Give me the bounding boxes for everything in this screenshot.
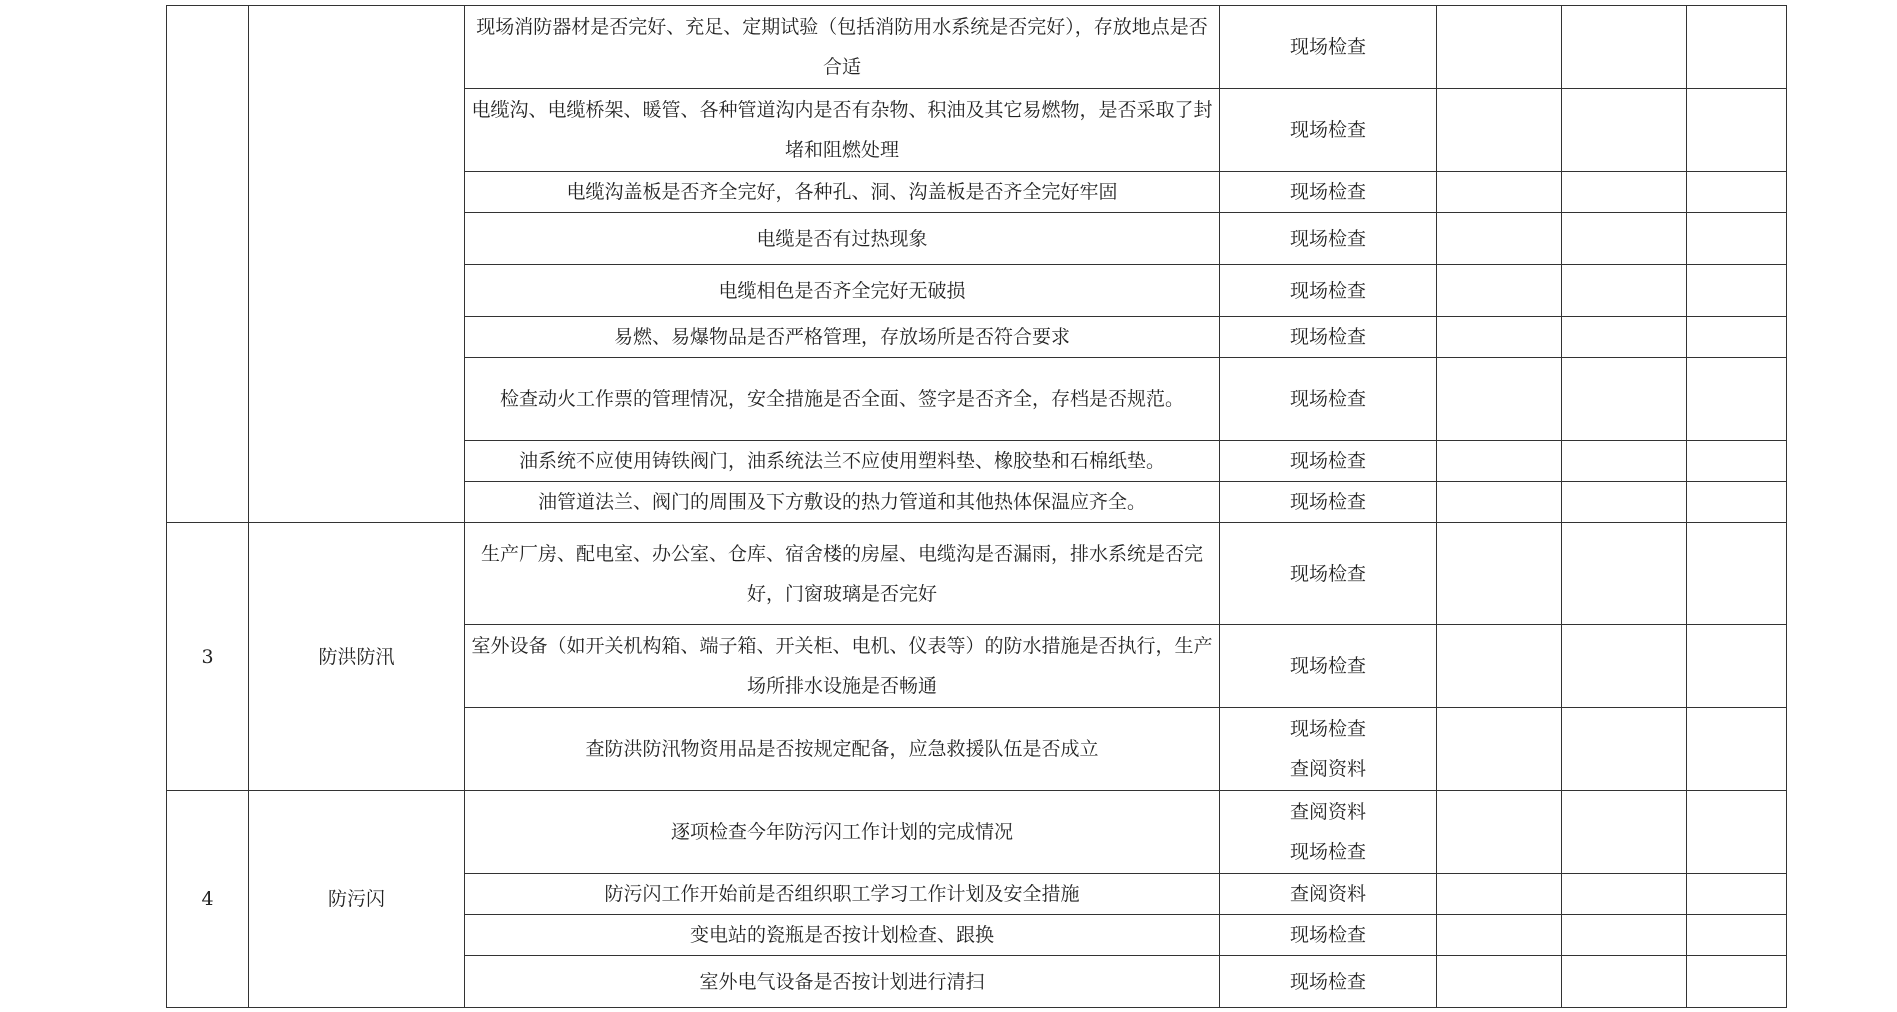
blank-cell bbox=[1687, 89, 1787, 172]
check-method: 现场检查 bbox=[1220, 172, 1437, 213]
blank-cell bbox=[1437, 441, 1562, 482]
check-method: 查阅资料 bbox=[1220, 874, 1437, 915]
check-item: 查防洪防汛物资用品是否按规定配备，应急救援队伍是否成立 bbox=[465, 708, 1220, 791]
blank-cell bbox=[1687, 213, 1787, 265]
blank-cell bbox=[1437, 915, 1562, 956]
blank-cell bbox=[1437, 625, 1562, 708]
blank-cell bbox=[1687, 358, 1787, 441]
blank-cell bbox=[1562, 915, 1687, 956]
blank-cell bbox=[1562, 6, 1687, 89]
check-item: 检查动火工作票的管理情况，安全措施是否全面、签字是否齐全，存档是否规范。 bbox=[465, 358, 1220, 441]
blank-cell bbox=[1562, 172, 1687, 213]
blank-cell bbox=[1687, 791, 1787, 874]
blank-cell bbox=[1687, 523, 1787, 625]
blank-cell bbox=[1437, 358, 1562, 441]
table-row bbox=[167, 791, 1787, 874]
blank-cell bbox=[1562, 482, 1687, 523]
check-method: 现场检查 bbox=[1220, 523, 1437, 625]
blank-cell bbox=[1687, 317, 1787, 358]
group-number-cell bbox=[167, 6, 249, 523]
check-item: 室外设备（如开关机构箱、端子箱、开关柜、电机、仪表等）的防水措施是否执行，生产场所排水设施是否畅通 bbox=[465, 625, 1220, 708]
blank-cell bbox=[1687, 956, 1787, 1008]
check-method: 现场检查 bbox=[1220, 358, 1437, 441]
blank-cell bbox=[1687, 708, 1787, 791]
blank-cell bbox=[1687, 441, 1787, 482]
check-method: 现场检查 bbox=[1220, 441, 1437, 482]
inspection-sheet bbox=[166, 5, 1786, 1008]
blank-cell bbox=[1437, 265, 1562, 317]
group-name-cell: 防洪防汛 bbox=[249, 523, 465, 791]
blank-cell bbox=[1437, 708, 1562, 791]
check-item: 室外电气设备是否按计划进行清扫 bbox=[465, 956, 1220, 1008]
check-method: 现场检查 bbox=[1220, 265, 1437, 317]
check-item: 现场消防器材是否完好、充足、定期试验（包括消防用水系统是否完好），存放地点是否合适 bbox=[465, 6, 1220, 89]
check-item: 防污闪工作开始前是否组织职工学习工作计划及安全措施 bbox=[465, 874, 1220, 915]
blank-cell bbox=[1562, 874, 1687, 915]
table-row bbox=[167, 6, 1787, 89]
check-item: 易燃、易爆物品是否严格管理，存放场所是否符合要求 bbox=[465, 317, 1220, 358]
check-method: 现场检查 查阅资料 bbox=[1220, 708, 1437, 791]
blank-cell bbox=[1437, 523, 1562, 625]
blank-cell bbox=[1562, 441, 1687, 482]
check-method: 现场检查 bbox=[1220, 915, 1437, 956]
group-number-cell: 3 bbox=[167, 523, 249, 791]
check-method: 现场检查 bbox=[1220, 89, 1437, 172]
blank-cell bbox=[1437, 791, 1562, 874]
check-method: 查阅资料 现场检查 bbox=[1220, 791, 1437, 874]
blank-cell bbox=[1437, 172, 1562, 213]
blank-cell bbox=[1562, 625, 1687, 708]
check-item: 电缆沟、电缆桥架、暖管、各种管道沟内是否有杂物、积油及其它易燃物，是否采取了封堵和阻燃处理 bbox=[465, 89, 1220, 172]
blank-cell bbox=[1437, 317, 1562, 358]
group-name-cell: 防污闪 bbox=[249, 791, 465, 1008]
blank-cell bbox=[1562, 956, 1687, 1008]
blank-cell bbox=[1437, 213, 1562, 265]
check-method: 现场检查 bbox=[1220, 213, 1437, 265]
table-row bbox=[167, 523, 1787, 625]
blank-cell bbox=[1562, 791, 1687, 874]
group-number-cell: 4 bbox=[167, 791, 249, 1008]
blank-cell bbox=[1437, 482, 1562, 523]
blank-cell bbox=[1562, 89, 1687, 172]
check-item: 电缆相色是否齐全完好无破损 bbox=[465, 265, 1220, 317]
blank-cell bbox=[1562, 708, 1687, 791]
check-method: 现场检查 bbox=[1220, 317, 1437, 358]
blank-cell bbox=[1687, 915, 1787, 956]
blank-cell bbox=[1687, 172, 1787, 213]
blank-cell bbox=[1687, 625, 1787, 708]
check-item: 生产厂房、配电室、办公室、仓库、宿舍楼的房屋、电缆沟是否漏雨，排水系统是否完好，门窗玻璃是否完好 bbox=[465, 523, 1220, 625]
check-method: 现场检查 bbox=[1220, 625, 1437, 708]
blank-cell bbox=[1687, 6, 1787, 89]
blank-cell bbox=[1437, 956, 1562, 1008]
check-item: 油系统不应使用铸铁阀门，油系统法兰不应使用塑料垫、橡胶垫和石棉纸垫。 bbox=[465, 441, 1220, 482]
inspection-table bbox=[166, 5, 1787, 1008]
blank-cell bbox=[1437, 89, 1562, 172]
blank-cell bbox=[1562, 213, 1687, 265]
check-item: 电缆是否有过热现象 bbox=[465, 213, 1220, 265]
blank-cell bbox=[1687, 874, 1787, 915]
check-item: 电缆沟盖板是否齐全完好，各种孔、洞、沟盖板是否齐全完好牢固 bbox=[465, 172, 1220, 213]
check-method: 现场检查 bbox=[1220, 6, 1437, 89]
blank-cell bbox=[1437, 6, 1562, 89]
check-item: 变电站的瓷瓶是否按计划检查、跟换 bbox=[465, 915, 1220, 956]
blank-cell bbox=[1562, 358, 1687, 441]
check-item: 逐项检查今年防污闪工作计划的完成情况 bbox=[465, 791, 1220, 874]
blank-cell bbox=[1437, 874, 1562, 915]
blank-cell bbox=[1562, 265, 1687, 317]
blank-cell bbox=[1687, 482, 1787, 523]
blank-cell bbox=[1687, 265, 1787, 317]
check-method: 现场检查 bbox=[1220, 482, 1437, 523]
check-item: 油管道法兰、阀门的周围及下方敷设的热力管道和其他热体保温应齐全。 bbox=[465, 482, 1220, 523]
check-method: 现场检查 bbox=[1220, 956, 1437, 1008]
blank-cell bbox=[1562, 523, 1687, 625]
blank-cell bbox=[1562, 317, 1687, 358]
group-name-cell bbox=[249, 6, 465, 523]
